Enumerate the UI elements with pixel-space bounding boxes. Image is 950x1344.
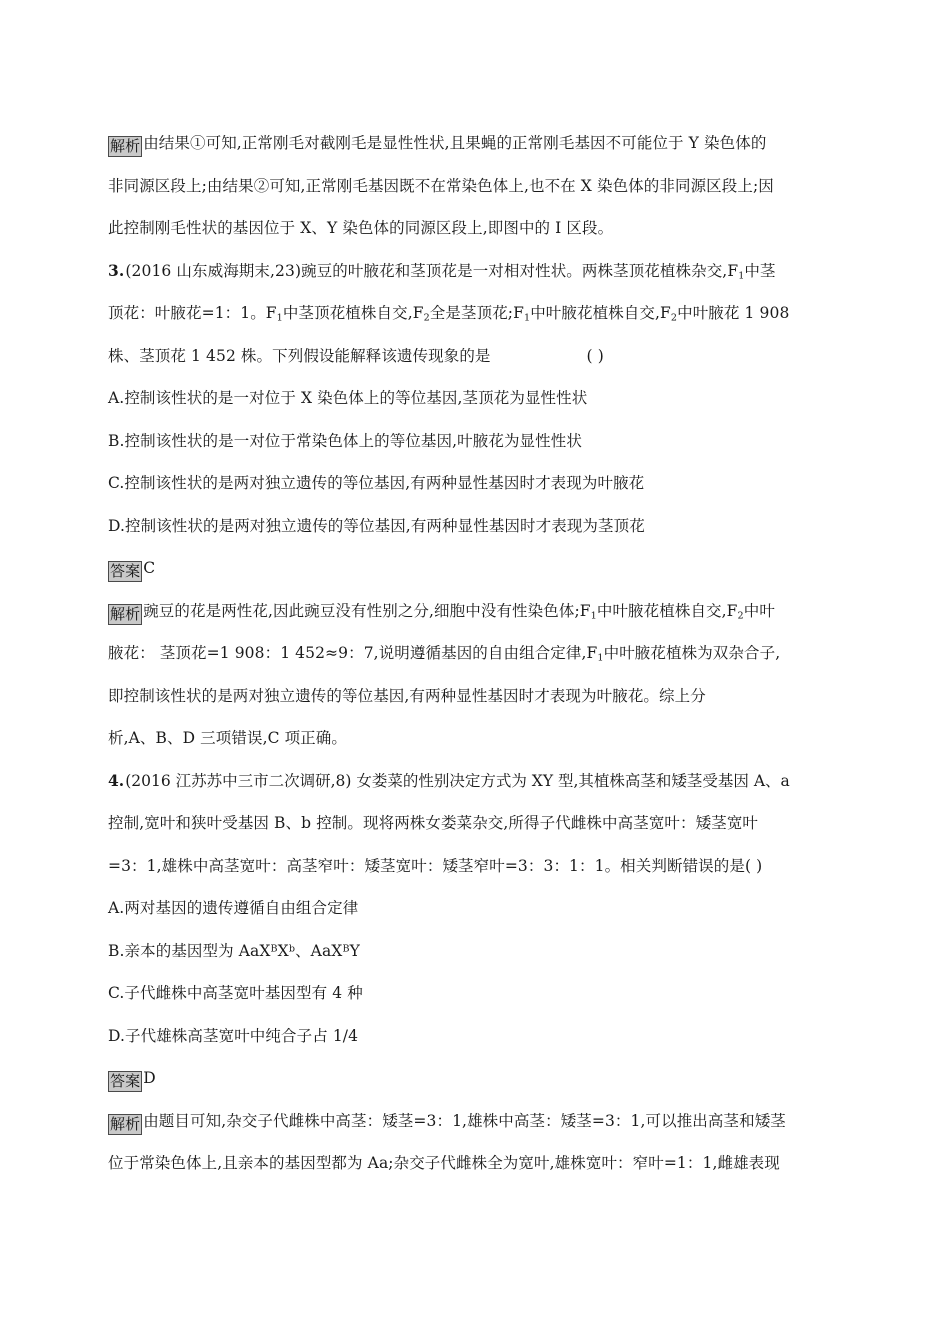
analysis-text: 此控制刚毛性状的基因位于 X、Y 染色体的同源区段上,即图中的 Ⅰ 区段。 (108, 219, 614, 237)
analysis-tag: 解析 (110, 137, 141, 155)
option-text: D.控制该性状的是两对独立遗传的等位基因,有两种显性基因时才表现为茎顶花 (108, 516, 645, 535)
analysis-tag: 解析 (110, 1114, 141, 1133)
answer-tag: 答案 (110, 562, 141, 580)
option-text: 、AaX (295, 941, 343, 960)
option-text: A.控制该性状的是一对位于 X 染色体上的等位基因,茎顶花为显性性状 (108, 389, 588, 407)
analysis-text: 析,A、B、D 三项错误,C 项正确。 (108, 729, 347, 747)
question-4-analysis-line-1 (108, 1100, 898, 1143)
option-text: D.子代雄株高茎宽叶中纯合子占 1/4 (108, 1026, 359, 1045)
question-3-option-b[interactable] (108, 420, 898, 463)
question-3-analysis-line-2 (108, 632, 898, 675)
option-text: C.控制该性状的是两对独立遗传的等位基因,有两种显性基因时才表现为叶腋花 (108, 474, 645, 492)
question-text: 中茎 (744, 261, 776, 280)
analysis-text: 中叶腋花植株自交,F (596, 601, 738, 620)
question-text: 顶花：叶腋花=1：1。F (108, 304, 277, 322)
question-4-answer (108, 1057, 898, 1100)
subscript: 2 (670, 312, 678, 324)
question-text: =3：1,雄株中高茎宽叶：高茎窄叶：矮茎宽叶：矮茎窄叶=3：3：1：1。相关判断错误的是( ) (108, 856, 763, 875)
answer-value: C (143, 559, 156, 577)
question-text: 中叶腋花植株自交,F (530, 304, 671, 322)
analysis-line-1 (108, 122, 898, 165)
analysis-line-3 (108, 207, 898, 250)
subscript: 1 (276, 312, 283, 324)
question-3-analysis-line-1 (108, 590, 898, 633)
question-text: 中叶腋花 1 908 (677, 304, 790, 322)
question-number: 4. (108, 770, 125, 790)
question-text: 中茎顶花植株自交,F (282, 304, 424, 322)
option-text: Y (349, 941, 360, 960)
question-4-line-1 (108, 760, 898, 803)
superscript: b (288, 943, 296, 955)
question-3-analysis-line-3 (108, 675, 898, 718)
option-text: X (277, 941, 289, 960)
subscript: 1 (523, 312, 531, 324)
question-text: 全是茎顶花;F (429, 304, 524, 322)
subscript: 2 (423, 312, 430, 324)
answer-value: D (143, 1069, 156, 1087)
option-text: B.亲本的基因型为 AaX (108, 941, 271, 960)
question-3-answer (108, 547, 898, 590)
option-text: A.两对基因的遗传遵循自由组合定律 (108, 899, 359, 917)
question-3-analysis-line-4 (108, 717, 898, 760)
question-text: 株、茎顶花 1 452 株。下列假设能解释该遗传现象的是 (108, 346, 491, 365)
subscript: 1 (590, 610, 597, 622)
question-number: 3. (108, 260, 125, 280)
question-3-line-1 (108, 250, 898, 293)
analysis-line-2 (108, 165, 898, 208)
question-3-line-3 (108, 335, 898, 378)
subscript: 1 (738, 270, 745, 282)
question-3-line-2 (108, 292, 898, 335)
question-text: (2016 江苏苏中三市二次调研,8) 女娄菜的性别决定方式为 XY 型,其植株高茎和矮茎受基因 A、a (125, 771, 790, 790)
question-4-option-d[interactable] (108, 1015, 898, 1058)
analysis-tag: 解析 (110, 604, 141, 623)
question-4-analysis-line-2 (108, 1142, 898, 1185)
analysis-text: 由结果①可知,正常刚毛对截刚毛是显性性状,且果蝇的正常刚毛基因不可能位于 Y 染色体的 (143, 134, 767, 152)
question-4-line-3 (108, 845, 898, 888)
question-4-option-a[interactable] (108, 887, 898, 930)
question-4-option-b[interactable] (108, 930, 898, 973)
question-3-option-c[interactable] (108, 462, 898, 505)
analysis-text: 中叶腋花植株为双杂合子, (603, 644, 781, 662)
question-3-option-d[interactable] (108, 505, 898, 548)
analysis-text: 中叶 (743, 601, 775, 620)
answer-blank[interactable]: ( ) (586, 346, 604, 365)
superscript: B (270, 943, 278, 955)
analysis-text: 位于常染色体上,且亲本的基因型都为 Aa;杂交子代雌株全为宽叶,雄株宽叶：窄叶=1：1,雌雄表现 (108, 1154, 780, 1172)
subscript: 1 (597, 652, 604, 664)
analysis-text: 非同源区段上;由结果②可知,正常刚毛基因既不在常染色体上,也不在 X 染色体的非同源区段上;因 (108, 176, 774, 195)
document-content (108, 122, 898, 1185)
subscript: 2 (737, 610, 744, 622)
question-4-option-c[interactable] (108, 972, 898, 1015)
option-text: B.控制该性状的是一对位于常染色体上的等位基因,叶腋花为显性性状 (108, 431, 582, 450)
option-text: C.子代雌株中高茎宽叶基因型有 4 种 (108, 984, 363, 1002)
superscript: B (342, 943, 350, 955)
analysis-text: 豌豆的花是两性花,因此豌豆没有性别之分,细胞中没有性染色体;F (143, 601, 591, 620)
analysis-text: 由题目可知,杂交子代雌株中高茎：矮茎=3：1,雄株中高茎：矮茎=3：1,可以推出高茎和矮茎 (143, 1111, 786, 1130)
answer-tag: 答案 (110, 1072, 141, 1090)
analysis-text: 即控制该性状的是两对独立遗传的等位基因,有两种显性基因时才表现为叶腋花。综上分 (108, 686, 706, 705)
question-text: 控制,宽叶和狭叶受基因 B、b 控制。现将两株女娄菜杂交,所得子代雌株中高茎宽叶：矮茎宽叶 (108, 814, 759, 832)
question-4-line-2 (108, 802, 898, 845)
analysis-text: 腋花： 茎顶花=1 908：1 452≈9：7,说明遵循基因的自由组合定律,F (108, 644, 598, 662)
question-text: (2016 山东威海期末,23)豌豆的叶腋花和茎顶花是一对相对性状。两株茎顶花植株杂交,F (125, 261, 739, 280)
question-3-option-a[interactable] (108, 377, 898, 420)
